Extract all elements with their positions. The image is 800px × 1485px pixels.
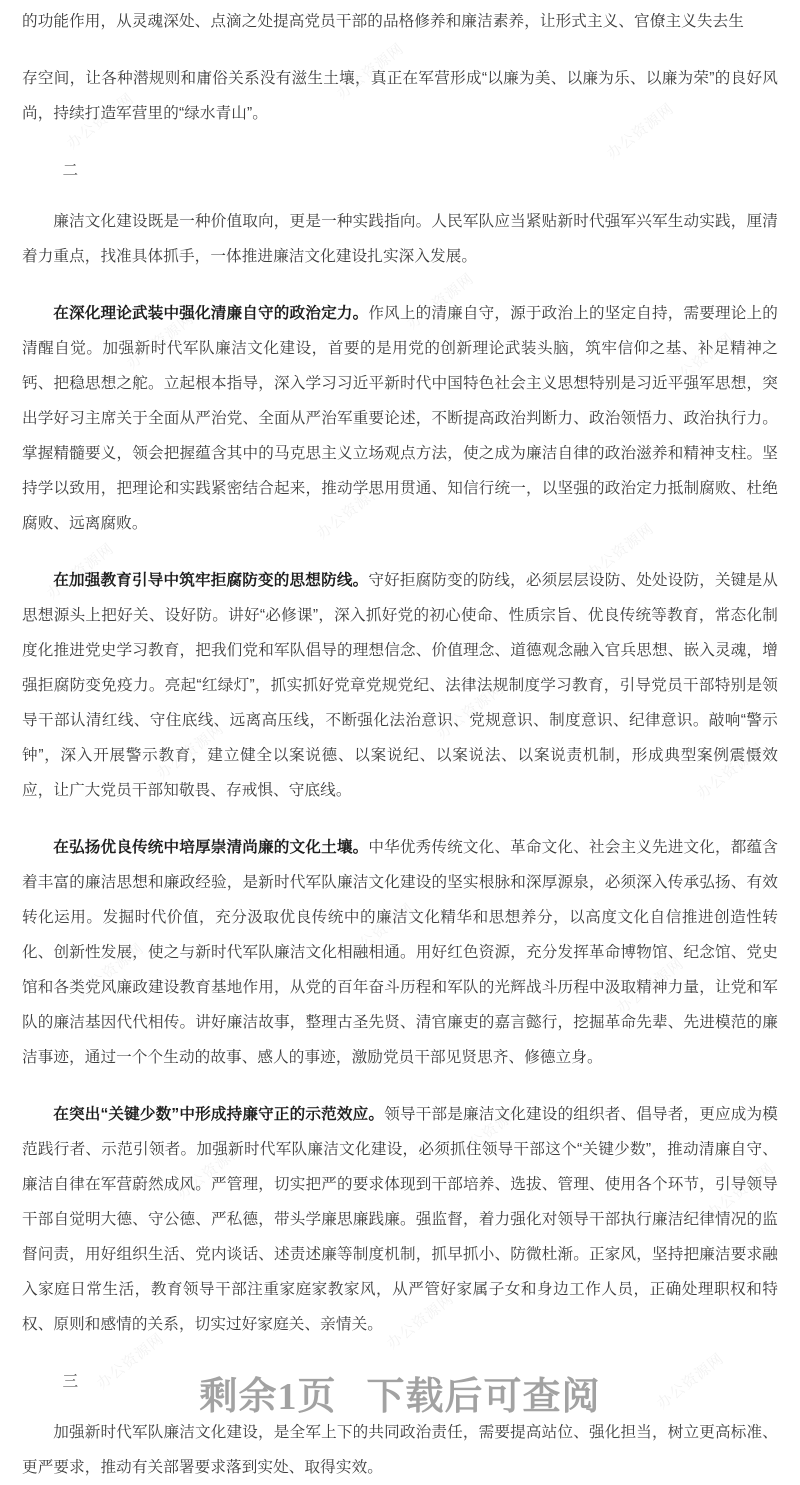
watermark-text: 办公资源网 [703, 1159, 778, 1223]
section-number-two: 二 [62, 162, 81, 179]
watermark-text: 办公资源网 [663, 329, 738, 393]
watermark-text: 办公资源网 [433, 679, 508, 743]
watermark-text: 办公资源网 [73, 939, 148, 1003]
paragraph-6-lead: 在突出“关键少数”中形成持廉守正的示范效应。 [53, 1106, 385, 1123]
watermark-text: 办公资源网 [43, 539, 118, 603]
paragraph-3-body: 作风上的清廉自守，源于政治上的坚定自持，需要理论上的清醒自觉。加强新时代军队廉洁文化建设，首要的是用党的创新理论武装头脑，筑牢信仰之基、补足精神之钙、把稳思想之舵。立起根本指导，深入学习习近平新时代中国特色社会主义思想特别是习近平强军思想，突出学好习主席关于全面从严治党、全面从严治军重要论述，不断提高政治判断力、政治领悟力、政治执行力。掌握精髓要义，领会把握蕴含其中的马克思主义立场观点方法，使之成为廉洁自律的政治滋养和精神支柱。坚持学以致用，把理论和实践紧密结合起来，推动学思用贯通、知信行统一，以坚强的政治定力抵制腐败、杜绝腐败、远离腐败。 [22, 305, 778, 532]
spacer [22, 188, 778, 204]
paragraph-2: 廉洁文化建设既是一种价值取向，更是一种实践指向。人民军队应当紧贴新时代强军兴军生动实践，厘清着力重点，找准具体抓手，一体推进廉洁文化建设扎实深入发展。 [22, 213, 778, 265]
spacer [22, 39, 778, 61]
paragraph-4 [22, 563, 778, 808]
paragraph-4-lead: 在加强教育引导中筑牢拒腐防变的思想防线。 [53, 572, 369, 589]
spacer [22, 131, 778, 153]
paragraph-6-body: 领导干部是廉洁文化建设的组织者、倡导者，更应成为模范践行者、示范引领者。加强新时代军队廉洁文化建设，必须抓住领导干部这个“关键少数”，推动清廉自守、廉洁自律在军营蔚然成风。严管理，切实把严的要求体现到干部培养、选拔、管理、使用各个环节，引导领导干部自觉明大德、守公德、严私德，带头学廉思廉践廉。强监督，着力强化对领导干部执行廉洁纪律情况的监督问责，用好组织生活、党内谈话、述责述廉等制度机制，抓早抓小、防微杜渐。正家风，坚持把廉洁要求融入家庭日常生活，教育领导干部注重家庭家教家风，从严管好家属子女和身边工作人员，正确处理职权和特权、原则和感情的关系，切实过好家庭关、亲情关。 [22, 1106, 778, 1333]
watermark-text: 办公资源网 [693, 739, 768, 803]
watermark-text: 办公资源网 [653, 1349, 728, 1413]
watermark-text: 办公资源网 [153, 719, 228, 783]
watermark-text: 办公资源网 [383, 1289, 458, 1353]
preview-footer [0, 1374, 800, 1420]
paragraph-5-body: 中华优秀传统文化、革命文化、社会主义先进文化，都蕴含着丰富的廉洁思想和廉政经验，是新时代军队廉洁文化建设的坚实根脉和深厚源泉，必须深入传承弘扬、有效转化运用。发掘时代价值，充分汲取优良传统中的廉洁文化精华和思想养分，以高度文化自信推进创造性转化、创新性发展，使之与新时代军队廉洁文化相融相通。用好红色资源，充分发挥革命博物馆、纪念馆、党史馆和各类党风廉政建设教育基地作用，从党的百年奋斗历程和军队的光辉战斗历程中汲取精神力量，让党和军队的廉洁基因代代相传。讲好廉洁故事，整理古圣先贤、清官廉吏的嘉言懿行，挖掘革命先辈、先进模范的廉洁事迹，通过一个个生动的故事、感人的事迹，激励党员干部见贤思齐、修德立身。 [22, 839, 778, 1066]
watermark-text: 办公资源网 [333, 39, 408, 103]
paragraph-runover-line: 的功能作用，从灵魂深处、点滴之处提高党员干部的品格修养和廉洁素养，让形式主义、官僚主义失去生 [22, 13, 744, 30]
paragraph-1: 存空间，让各种潜规则和庸俗关系没有滋生土壤，真正在军营形成“以廉为美、以廉为乐、以廉为荣”的良好风尚，持续打造军营里的“绿水青山”。 [22, 70, 778, 122]
paragraph-7: 加强新时代军队廉洁文化建设，是全军上下的共同政治责任，需要提高站位、强化担当，树立更高标准、更严要求，推动有关部署要求落到实处、取得实效。 [22, 1424, 778, 1476]
paragraph-5 [22, 830, 778, 1075]
spacer [22, 541, 778, 563]
spacer [22, 274, 778, 296]
paragraph-4-body: 守好拒腐防变的防线，必须层层设防、处处设防，关键是从思想源头上把好关、设好防。讲好“必修课”，深入抓好党的初心使命、性质宗旨、优良传统等教育，常态化制度化推进党史学习教育，把我们党和军队倡导的理想信念、价值理念、道德观念融入官兵思想、嵌入灵魂，增强拒腐防变免疫力。亮起“红绿灯”，抓实抓好党章党规党纪、法律法规制度学习教育，引导党员干部特别是领导干部认清红线、守住底线、远离高压线，不断强化法治意识、党规意识、制度意识、纪律意识。敲响“警示钟”，深入开展警示教育，建立健全以案说德、以案说纪、以案说法、以案说责机制，形成典型案例震慑效应，让广大党员干部知敬畏、存戒惧、守底线。 [22, 572, 778, 799]
section-number-three: 三 [62, 1373, 81, 1390]
watermark-text: 办公资源网 [403, 269, 478, 333]
paragraph-3 [22, 296, 778, 541]
watermark-text: 办公资源网 [313, 479, 388, 543]
paragraph-3-lead: 在深化理论武装中强化清廉自守的政治定力。 [53, 305, 369, 322]
watermark-text: 办公资源网 [583, 519, 658, 583]
paragraph-5-lead: 在弘扬优良传统中培厚崇清尚廉的文化土壤。 [53, 839, 369, 856]
watermark-text: 办公资源网 [613, 954, 688, 1018]
remaining-pages-label: 剩余1页 [199, 1376, 337, 1418]
watermark-text: 办公资源网 [173, 1139, 248, 1203]
download-hint-label: 下载后可查阅 [366, 1376, 601, 1418]
paragraph-6 [22, 1097, 778, 1342]
watermark-text: 办公资源网 [603, 99, 678, 163]
watermark-text: 办公资源网 [63, 89, 138, 153]
spacer [22, 1075, 778, 1097]
watermark-text: 办公资源网 [453, 1099, 528, 1163]
watermark-text: 办公资源网 [343, 899, 418, 963]
watermark-text: 办公资源网 [93, 1329, 168, 1393]
spacer [22, 808, 778, 830]
watermark-text: 办公资源网 [123, 309, 198, 373]
spacer [22, 1342, 778, 1364]
